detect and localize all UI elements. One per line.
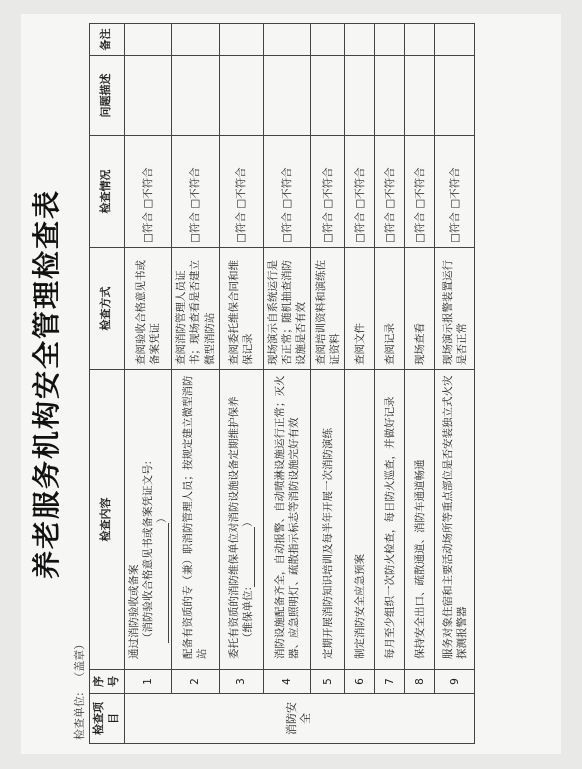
content-text: 服务对象住宿和主要活动场所等重点部位是否安装独立式火灾探测报警器 (441, 375, 468, 659)
row-content (345, 370, 375, 670)
content-sub-end: ） (156, 512, 169, 523)
row-result (219, 136, 263, 248)
fail-checkbox[interactable]: □不符合 (235, 167, 248, 209)
content-text: 消防设施配备齐全，自动报警、自动喷淋设施运行正常；灭火器、应急照明灯、疏散指示标志等消防设施完好有效 (273, 375, 300, 659)
row-method: 查阅记录 (375, 248, 405, 370)
row-content (435, 370, 475, 670)
table-row (172, 24, 220, 744)
row-problem-cell[interactable] (172, 56, 220, 136)
fail-checkbox[interactable]: □不符合 (189, 167, 202, 209)
row-result (435, 136, 475, 248)
row-method: 现场查看 (405, 248, 435, 370)
content-text: 保持安全出口、疏散通道、消防车通道畅通 (413, 459, 426, 659)
row-remark-cell[interactable] (435, 24, 475, 56)
content-text: 每月至少组织一次防火检查，每日防火巡查，并做好记录 (383, 396, 396, 659)
row-method: 查阅培训资料和演练佐证资料 (311, 248, 345, 370)
row-remark-cell[interactable] (219, 24, 263, 56)
header-problem: 问题描述 (90, 56, 125, 136)
content-text: 制定消防安全应急预案 (353, 554, 366, 659)
table-row (219, 24, 263, 744)
content-sub-text: （消防验收合格意见书或备案凭证文号: (141, 460, 154, 643)
row-remark-cell[interactable] (263, 24, 311, 56)
pass-checkbox[interactable]: □符合 (280, 212, 293, 243)
form-title: 养老服务机构安全管理检查表 (30, 189, 63, 580)
row-content (263, 370, 311, 670)
content-text: 通过消防验收或备案 (127, 564, 140, 659)
row-method: 查阅验收合格意见书或备案凭证 (124, 248, 172, 370)
header-no: 序号 (90, 670, 125, 694)
inspection-table (89, 23, 475, 744)
row-problem-cell[interactable] (124, 56, 172, 136)
row-number: 4 (263, 670, 311, 694)
table-row (124, 24, 172, 744)
row-remark-cell[interactable] (311, 24, 345, 56)
row-number: 2 (172, 670, 220, 694)
content-text: 委托有资质的消防维保单位对消防设施设备定期维护保养 (228, 396, 241, 659)
pass-checkbox[interactable]: □符合 (321, 212, 334, 243)
row-problem-cell[interactable] (311, 56, 345, 136)
row-remark-cell[interactable] (375, 24, 405, 56)
row-problem-cell[interactable] (435, 56, 475, 136)
row-problem-cell[interactable] (405, 56, 435, 136)
fail-checkbox[interactable]: □不符合 (383, 167, 396, 209)
table-row (435, 24, 475, 744)
row-number: 5 (311, 670, 345, 694)
row-content (405, 370, 435, 670)
row-content (375, 370, 405, 670)
content-sub-end: ） (242, 516, 255, 527)
row-method: 现场演示报警装置运行是否正常 (435, 248, 475, 370)
row-result (405, 136, 435, 248)
row-content (311, 370, 345, 670)
row-problem-cell[interactable] (345, 56, 375, 136)
category-cell: 消防安全 (124, 694, 475, 744)
row-method: 查阅文件 (345, 248, 375, 370)
row-method: 现场演示自系统运行是否正常；随机抽查消防设施是否有效 (263, 248, 311, 370)
row-problem-cell[interactable] (375, 56, 405, 136)
pass-checkbox[interactable]: □符合 (448, 212, 461, 243)
pass-checkbox[interactable]: □符合 (383, 212, 396, 243)
header-category: 检查项目 (90, 694, 125, 744)
table-header-row (90, 24, 125, 744)
row-content (172, 370, 220, 670)
pass-checkbox[interactable]: □符合 (235, 212, 248, 243)
row-content (219, 370, 263, 670)
pass-checkbox[interactable]: □符合 (189, 212, 202, 243)
row-number: 6 (345, 670, 375, 694)
row-result (124, 136, 172, 248)
row-number: 1 (124, 670, 172, 694)
inspection-form-page (21, 14, 561, 754)
fail-checkbox[interactable]: □不符合 (448, 167, 461, 209)
row-method: 查阅委托维保合同和维保记录 (219, 248, 263, 370)
row-problem-cell[interactable] (263, 56, 311, 136)
pass-checkbox[interactable]: □符合 (141, 212, 154, 243)
stamp-label: （盖章） (73, 638, 86, 683)
header-method: 检查方式 (90, 248, 125, 370)
row-number: 7 (375, 670, 405, 694)
fail-checkbox[interactable]: □不符合 (413, 167, 426, 209)
table-row (311, 24, 345, 744)
inspection-unit-line (71, 633, 87, 740)
fill-in-blank[interactable] (244, 527, 255, 587)
row-result (263, 136, 311, 248)
content-subline (141, 374, 169, 665)
row-number: 8 (405, 670, 435, 694)
header-result: 检查情况 (90, 136, 125, 248)
row-remark-cell[interactable] (172, 24, 220, 56)
row-remark-cell[interactable] (405, 24, 435, 56)
fail-checkbox[interactable]: □不符合 (141, 167, 154, 209)
unit-label: 检查单位: (73, 692, 86, 740)
row-number: 3 (219, 670, 263, 694)
header-content: 检查内容 (90, 370, 125, 670)
row-content (124, 370, 172, 670)
table-row (405, 24, 435, 744)
content-text: 定期开展消防知识培训及每半年开展一次消防演练 (321, 428, 334, 659)
fail-checkbox[interactable]: □不符合 (353, 167, 366, 209)
content-text: 配备有资质的专（兼）职消防管理人员；按规定建立微型消防站 (182, 375, 209, 659)
row-method: 查阅消防管理人员证书；现场查看是否建立微型消防站 (172, 248, 220, 370)
fail-checkbox[interactable]: □不符合 (321, 167, 334, 209)
header-remark: 备注 (90, 24, 125, 56)
row-number: 9 (435, 670, 475, 694)
row-result (375, 136, 405, 248)
row-remark-cell[interactable] (345, 24, 375, 56)
row-result (172, 136, 220, 248)
pass-checkbox[interactable]: □符合 (413, 212, 426, 243)
content-subline (241, 374, 255, 665)
pass-checkbox[interactable]: □符合 (353, 212, 366, 243)
row-result (311, 136, 345, 248)
row-result (345, 136, 375, 248)
table-row (375, 24, 405, 744)
content-sub-text: （维保单位: (242, 586, 255, 643)
row-problem-cell[interactable] (219, 56, 263, 136)
table-row (345, 24, 375, 744)
row-remark-cell[interactable] (124, 24, 172, 56)
table-row (263, 24, 311, 744)
fill-in-blank[interactable] (158, 523, 169, 643)
fail-checkbox[interactable]: □不符合 (280, 167, 293, 209)
